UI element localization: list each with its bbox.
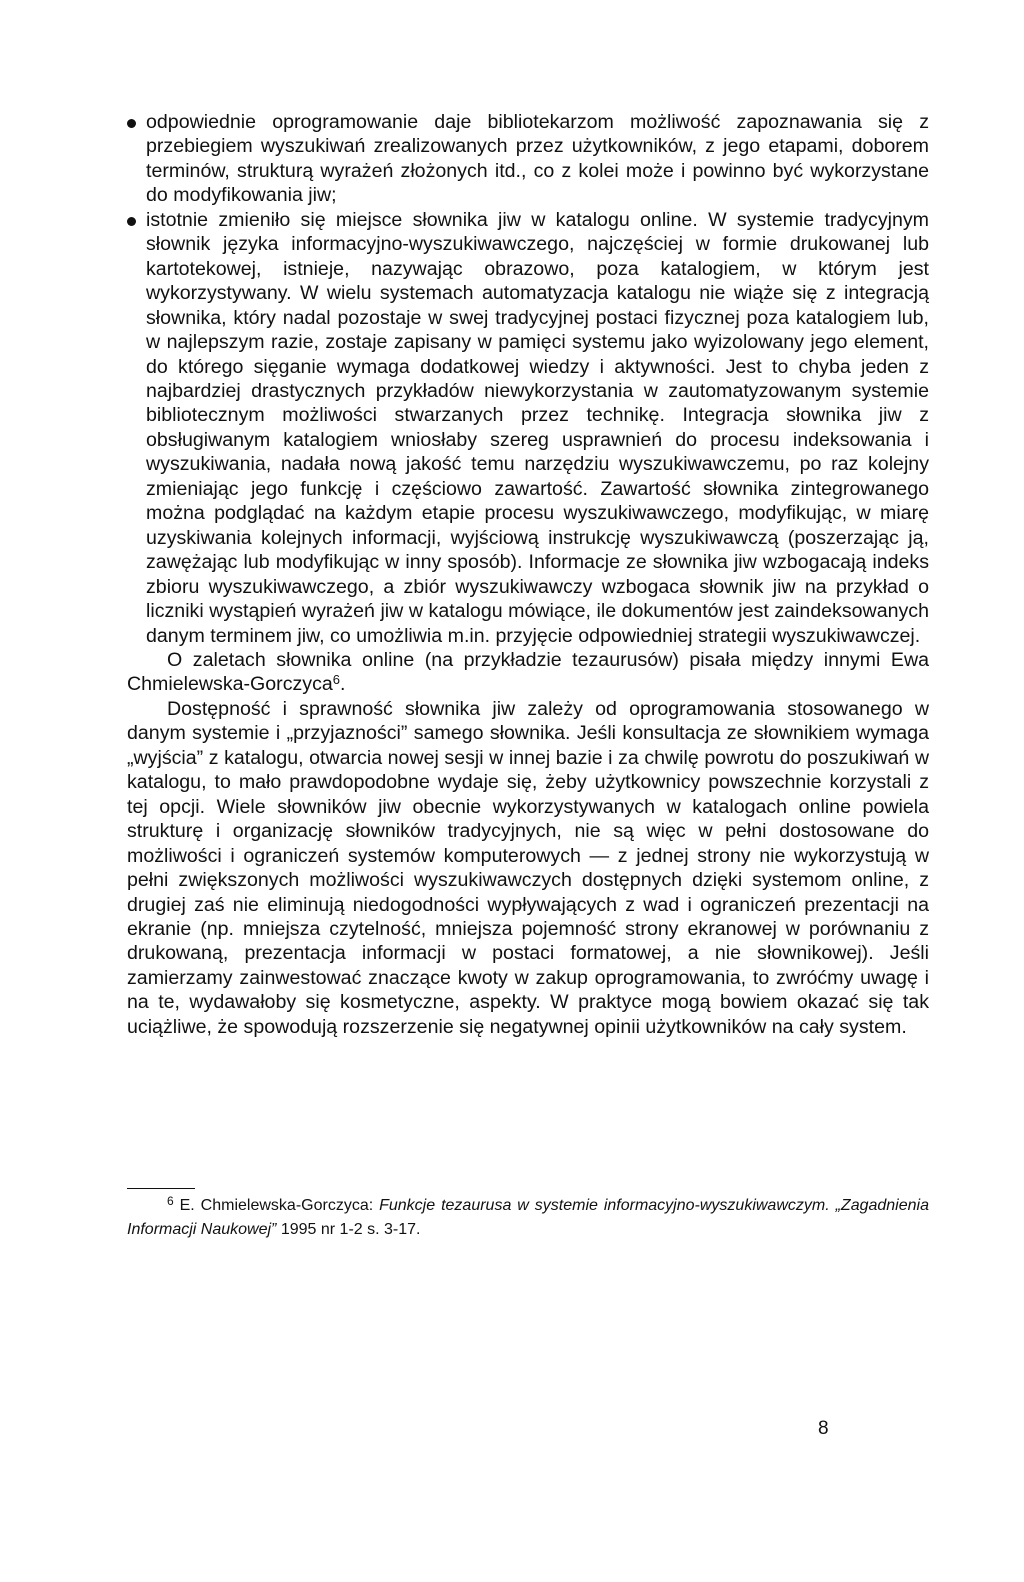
- main-text: [127, 110, 929, 1039]
- bullet-dot-icon: [127, 217, 136, 226]
- page-number: 8: [818, 1418, 829, 1439]
- paragraph-1-end: .: [340, 673, 346, 696]
- footnote-rest: 1995 nr 1-2 s. 3-17.: [276, 1221, 421, 1238]
- bullet-item-2: [127, 208, 929, 648]
- bullet-item-1: [127, 110, 929, 208]
- paragraph-chmielewska: [127, 648, 929, 697]
- paragraph-availability: [127, 697, 929, 1039]
- footnote-separator: [127, 1188, 195, 1189]
- bullet-text-2: istotnie zmieniło się miejsce słownika jiw w katalogu online. W systemie tradycyjnym słownik języka informacyjno-wyszukiwawczego, najczęściej w formie drukowanej lub kartotekowej, istnieje, nazywając obrazowo, poza katalogiem, w którym jest wykorzystywany. W wielu systemach automatyzacja katalogu nie wiąże się z integracją słownika, który nadal pozostaje w swej tradycyjnej postaci fizycznej poza katalogiem lub, w najlepszym razie, zostaje zapisany w pamięci systemu jako wyizolowany jego element, do którego sięganie wymaga dodatkowej wiedzy i aktywności. Jest to chyba jeden z najbardziej drastycznych przykładów niewykorzystania w zautomatyzowanym systemie bibliotecznym możliwości stwarzanych przez technikę. Integracja słownika jiw z obsługiwanym katalogiem wniosłaby szereg usprawnień do procesu indeksowania i wyszukiwania, nadała nową jakość temu narzędziu wyszukiwawczemu, po raz kolejny zmieniając jego funkcję i częściowo zawartość. Zawartość słownika zintegrowanego można podglądać na każdym etapie procesu wyszukiwawczego, modyfikując, w miarę uzyskiwania kolejnych informacji, wyjściową instrukcję wyszukiwawczą (poszerzając ją, zawężając lub modyfikując w inny sposób). Informacje ze słownika jiw wzbogacają indeks zbioru wyszukiwawczego, a zbiór wyszukiwawczy wzbogaca słownik jiw na przykład o liczniki wystąpień wyrażeń jiw w katalogu mówiące, ile dokumentów jest zaindeksowanych danym terminem jiw, co umożliwia m.in. przyjęcie odpowiedniej strategii wyszukiwawczej.: [146, 208, 929, 647]
- paragraph-2-text: Dostępność i sprawność słownika jiw zależy od oprogramowania stosowanego w danym systemie i „przyjazności” samego słownika. Jeśli konsultacja ze słownikiem wymaga „wyjścia” z katalogu, otwarcia nowej sesji w innej bazie i za chwilę powrotu do poszukiwań w katalogu, to mało prawdopodobne wydaje się, żeby użytkownicy powszechnie korzystali z tej opcji. Wiele słowników jiw obecnie wykorzystywanych w katalogach online powiela strukturę i organizację słowników tradycyjnych, nie są więc w pełni dostosowane do możliwości i ograniczeń systemów komputerowych — z jednej strony nie wykorzystują w pełni zwiększonych możliwości wyszukiwawczych dostępnych dzięki systemom online, z drugiej zaś nie eliminują niedogodności wypływających z wad i ograniczeń prezentacji na ekranie (np. mniejsza czytelność, mniejsza pojemność strony ekranowej w porównaniu z drukowaną, prezentacja informacji w postaci formatowej, a nie słownikowej). Jeśli zamierzamy zainwestować znaczące kwoty w zakup oprogramowania, to zwróćmy uwagę i na te, wydawałoby się kosmetyczne, aspekty. W praktyce mogą bowiem okazać się tak uciążliwe, że spowodują rozszerzenie się negatywnej opinii użytkowników na cały system.: [127, 697, 929, 1038]
- footnote: [127, 1194, 929, 1242]
- bullet-text-1: odpowiednie oprogramowanie daje bibliotekarzom możliwość zapoznawania się z przebiegiem wyszukiwań zrealizowanych przez użytkowników, z jego etapami, doborem terminów, strukturą wyrażeń złożonych itd., co z kolei może i powinno być wykorzystane do modyfikowania jiw;: [146, 111, 929, 207]
- paragraph-1-text: O zaletach słownika online (na przykładzie tezaurusów) pisała między innymi Ewa Chmielewska-Gorczyca: [127, 648, 929, 696]
- footnote-reference: 6: [332, 672, 341, 688]
- footnote-author: E. Chmielewska-Gorczyca:: [179, 1197, 380, 1214]
- footnote-number: 6: [167, 1194, 174, 1208]
- bullet-dot-icon: [127, 119, 136, 128]
- footnote-title: Funkcje tezaurusa w systemie informacyjno-wyszukiwawczym. „Zagadnienia Informacji Naukowej”: [127, 1197, 929, 1238]
